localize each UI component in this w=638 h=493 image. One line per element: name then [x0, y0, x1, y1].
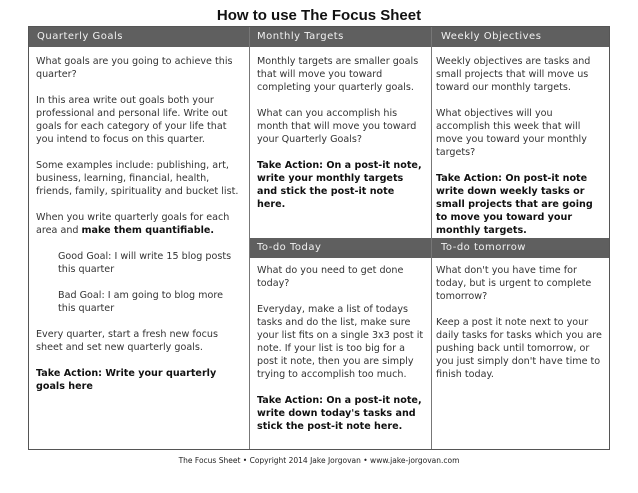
- monthly-question: What can you accomplish his month that will move you toward your Quarterly Goals?: [257, 108, 417, 145]
- todo-today-cell: [250, 260, 431, 449]
- header-quarterly-goals: Quarterly Goals: [29, 27, 249, 47]
- header-todo-today: To-do Today: [249, 238, 431, 258]
- page-title: How to use The Focus Sheet: [216, 7, 422, 24]
- header-weekly-objectives: Weekly Objectives: [431, 27, 609, 47]
- tomorrow-instructions: Keep a post it note next to your daily tasks for tasks which you are pushing back until tomorrow, or you just simply don't have time to finish today.: [436, 317, 602, 380]
- header-todo-tomorrow: To-do tomorrow: [431, 238, 609, 258]
- weekly-objectives-cell: [432, 49, 609, 238]
- monthly-description: Monthly targets are smaller goals that will move you toward completing your quarterly goals.: [257, 56, 419, 93]
- weekly-question: What objectives will you accomplish this week that will move you toward your monthly targets?: [436, 108, 587, 158]
- quarterly-examples: Some examples include: publishing, art, business, learning, financial, health, friends, family, spirituality and bucket list.: [36, 160, 239, 197]
- quarterly-goals-cell: [29, 49, 249, 449]
- quarterly-take-action: Take Action: Write your quarterly goals here: [36, 368, 217, 392]
- today-take-action: Take Action: On a post-it note, write down today's tasks and stick the post-it note here.: [257, 395, 422, 432]
- quarterly-quantifiable: [36, 211, 243, 237]
- weekly-description: Weekly objectives are tasks and small projects that will move us toward our monthly targets.: [436, 56, 591, 93]
- footer-copyright: The Focus Sheet • Copyright 2014 Jake Jorgovan • www.jake-jorgovan.com: [178, 456, 460, 465]
- good-goal-example: Good Goal: I will write 15 blog posts this quarter: [58, 251, 232, 275]
- quarterly-quantifiable-text: When you write quarterly goals for each area and: [36, 212, 230, 236]
- today-instructions: Everyday, make a list of todays tasks and do the list, make sure your list fits on a single 3x3 post it note. If your list is too big for a post it note, then you are simply trying to accomplish too much.: [257, 304, 424, 380]
- quarterly-quantifiable-emphasis: make them quantifiable.: [81, 225, 215, 236]
- todo-tomorrow-cell: [432, 260, 609, 449]
- monthly-take-action: Take Action: On a post-it note, write your monthly targets and stick the post-it note here.: [257, 160, 422, 210]
- weekly-take-action: Take Action: On post-it note write down weekly tasks or small projects that are going to move you toward your monthly targets.: [436, 173, 593, 236]
- quarterly-question: What goals are you going to achieve this quarter?: [36, 56, 233, 80]
- quarterly-fresh-sheet: Every quarter, start a fresh new focus sheet and set new quarterly goals.: [36, 329, 218, 353]
- today-question: What do you need to get done today?: [257, 265, 404, 289]
- quarterly-instructions: In this area write out goals both your professional and personal life. Write out goals for each category of your life that you intend to focus on this quarter.: [36, 95, 228, 145]
- header-monthly-targets: Monthly Targets: [249, 27, 431, 47]
- bad-goal-example: Bad Goal: I am going to blog more this quarter: [58, 290, 224, 314]
- monthly-targets-cell: [250, 49, 431, 238]
- focus-sheet-table: [28, 26, 610, 450]
- tomorrow-question: What don't you have time for today, but is urgent to complete tomorrow?: [436, 265, 592, 302]
